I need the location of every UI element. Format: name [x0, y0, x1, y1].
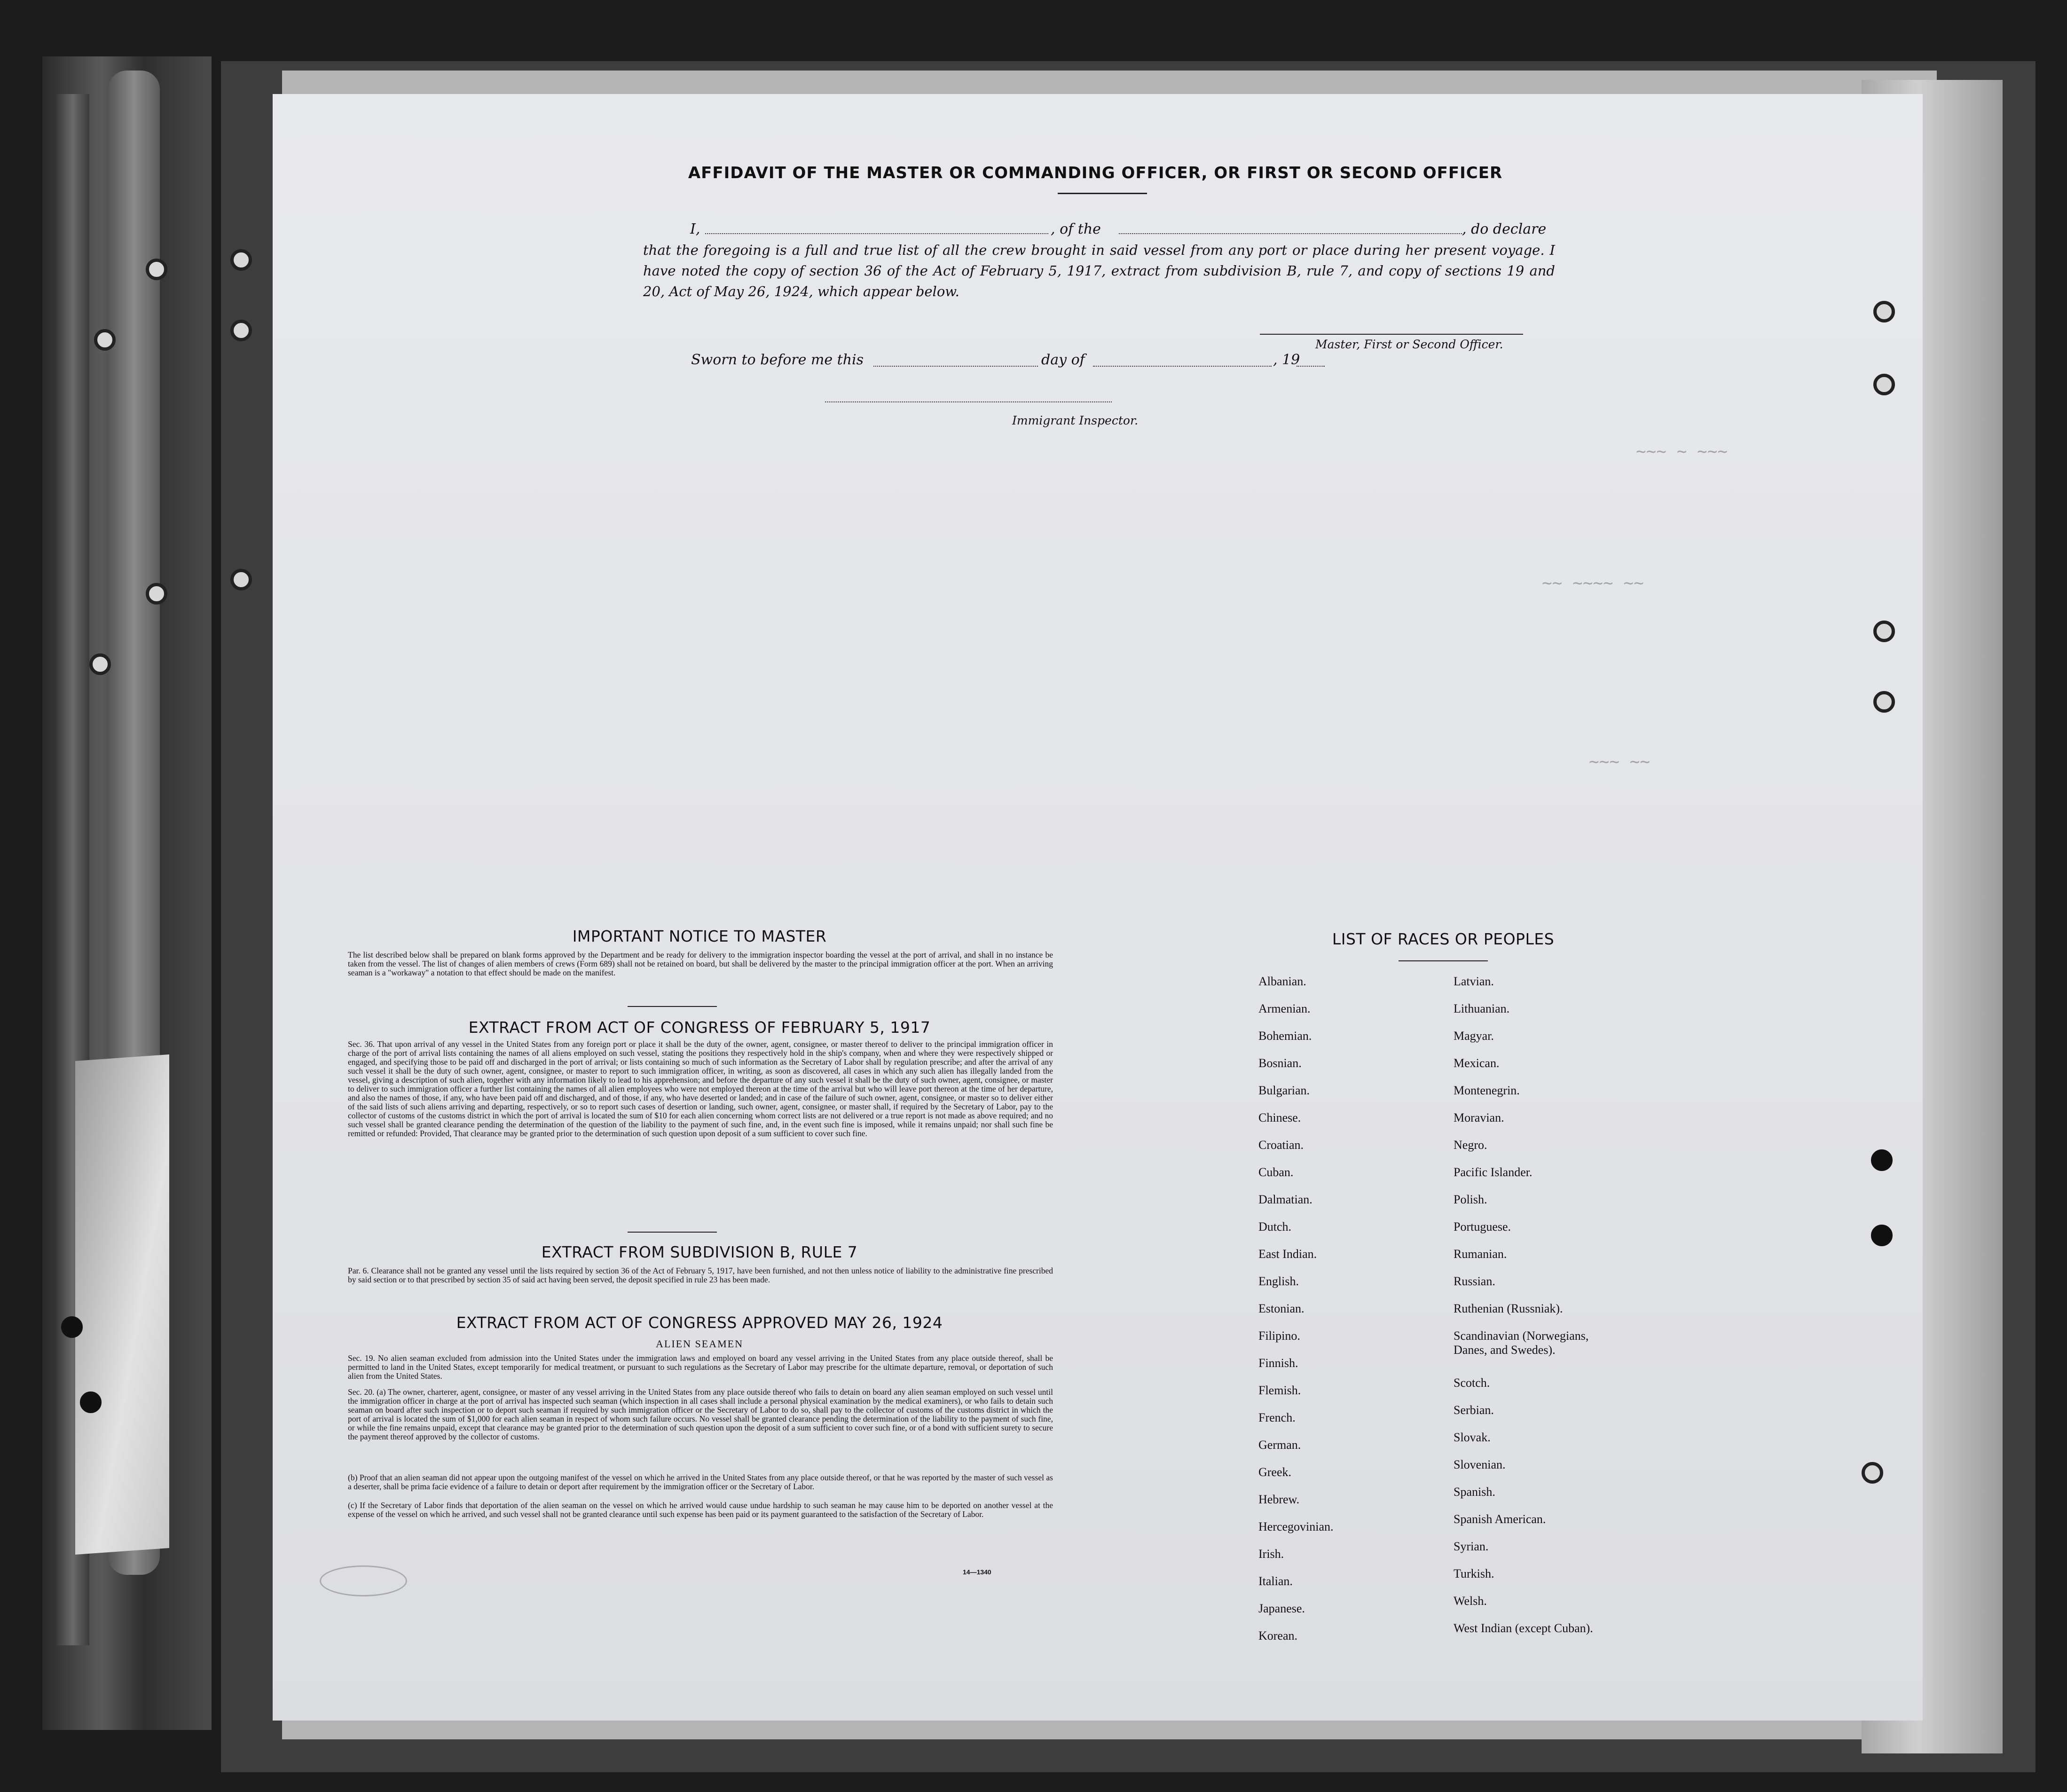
declare-label: , do declare	[1462, 221, 1547, 237]
race-item: Portuguese.	[1454, 1220, 1511, 1234]
race-item: Japanese.	[1258, 1602, 1305, 1615]
section-rule	[628, 1006, 717, 1007]
punch-hole	[1873, 301, 1895, 322]
declarant-name-field[interactable]	[705, 233, 1048, 234]
race-item: West Indian (except Cuban).	[1454, 1621, 1593, 1635]
sworn-year-label: , 19	[1273, 352, 1300, 368]
race-item: Hercegovinian.	[1258, 1520, 1334, 1533]
sec20a-body: Sec. 20. (a) The owner, charterer, agent, consignee, or master of any vessel arriving in the United States from any place outside thereof who fails to detain on board any alien seaman employed on such vessel until the immigration officer in charge at the port of arrival has inspected such seaman (which inspection in all cases shall include a personal physical examination by the medical examiners), or who fails to detain such seaman on board after such inspection or to deport such seaman if required by such immigration officer or the Secretary of Labor to do so, shall pay to the collector of customs of the customs district in which the port of arrival is located the sum of $1,000 for each alien seaman in respect of whom such failure occurs. No vessel shall be granted clearance pending the determination of the liability to the payment of such fine, or while the fine remains unpaid, except that clearance may be granted prior to the determination of such question upon the deposit of a sum sufficient to cover such fine, or of a bond with sufficient surety to secure the payment thereof approved by the collector of customs.	[348, 1387, 1053, 1441]
inspector-label: Immigrant Inspector.	[1012, 414, 1139, 427]
show-through-text: ~~~ ~~	[1589, 752, 1650, 771]
race-item: Croatian.	[1258, 1138, 1304, 1152]
faint-stamp	[320, 1565, 407, 1596]
race-item: Bosnian.	[1258, 1056, 1302, 1070]
signature-line[interactable]	[1260, 334, 1523, 335]
vessel-name-field[interactable]	[1119, 233, 1462, 234]
folded-sheet	[75, 1054, 169, 1555]
race-item: Turkish.	[1454, 1567, 1494, 1580]
punch-hole	[94, 329, 116, 351]
punch-hole	[230, 249, 252, 271]
punch-hole	[61, 1316, 83, 1338]
race-item: Russian.	[1454, 1274, 1495, 1288]
race-item: Cuban.	[1258, 1165, 1294, 1179]
affidavit-title: AFFIDAVIT OF THE MASTER OR COMMANDING OFFICER, OR FIRST OR SECOND OFFICER	[688, 164, 1503, 182]
sec20b-body: (b) Proof that an alien seaman did not appear upon the outgoing manifest of the vessel on which he arrived in the United States from any place outside thereof, or that he was reported by the master of such vessel as a deserter, shall be prima facie evidence of a failure to detain or deport after requirement by the immigration officer or the Secretary of Labor.	[348, 1473, 1053, 1491]
race-item: Finnish.	[1258, 1356, 1298, 1370]
race-item: Flemish.	[1258, 1383, 1301, 1397]
race-item: Estonian.	[1258, 1302, 1305, 1315]
sworn-day-label: day of	[1041, 352, 1085, 368]
race-item: Negro.	[1454, 1138, 1487, 1152]
affidavit-paragraph: that the foregoing is a full and true list of all the crew brought in said vessel from any port or place during her present voyage. I have noted the copy of section 36 of the Act of February 5, 1917, extract from subdivision B, rule 7, and copy of sections 19 and 20, Act of May 26, 1924, which appear below.	[643, 242, 1555, 299]
race-item: Hebrew.	[1258, 1493, 1300, 1506]
race-item: Syrian.	[1454, 1540, 1489, 1553]
punch-hole	[1871, 1225, 1893, 1246]
race-item: Lithuanian.	[1454, 1002, 1510, 1015]
race-item: Bohemian.	[1258, 1029, 1312, 1043]
punch-hole	[1862, 1462, 1883, 1484]
signature-label: Master, First or Second Officer.	[1315, 338, 1503, 351]
race-item: Montenegrin.	[1454, 1084, 1520, 1097]
race-item: Greek.	[1258, 1465, 1292, 1479]
extract-1917-body: Sec. 36. That upon arrival of any vessel in the United States from any foreign port or place it shall be the duty of the owner, agent, consignee, or master thereof to deliver to the principal immigration officer in charge of the port of arrival lists containing the names of all aliens employed on such vessel, stating the positions they respectively hold in the ship's company, when and where they were respectively shipped or engaged, and specifying those to be paid off and discharged in the port of arrival; or lists containing so much of such information as the Secretary of Labor shall by regulation prescribe; and after the arrival of any such vessel it shall be the duty of such owner, agent, consignee, or master to report to such immigration officer, in writing, as soon as discovered, all cases in which any such alien has illegally landed from the vessel, giving a description of such alien, together with any information likely to lead to his apprehension; and before the departure of any such vessel it shall be the duty of such owner, agent, consignee, or master to deliver to such immigration officer a further list containing the names of all alien employees who were not employed thereon at the time of the arrival but who will leave port thereon at the time of her departure, and also the names of those, if any, who have been paid off and discharged, and of those, if any, who have deserted or landed; and in case of the failure of such owner, agent, consignee, or master so to deliver either of the said lists of such aliens arriving and departing, respectively, or so to report such cases of desertion or landing, such owner, agent, consignee, or master shall, if required by the Secretary of Labor, pay to the collector of customs of the customs district in which the port of arrival is located the sum of $10 for each alien concerning whom correct lists are not delivered or a true report is not made as above required; and no such vessel shall be granted clearance pending the determination of the question of the liability to the payment of such fine, and, in the event such fine is imposed, while it remains unpaid; nor shall such fine be remitted or refunded: Provided, That clearance may be granted prior to the determination of such question upon deposit of a sum sufficient to cover such fine.	[348, 1039, 1053, 1138]
punch-hole	[230, 569, 252, 590]
race-item: Scandinavian (Norwegians, Danes, and Swedes).	[1454, 1329, 1589, 1357]
races-title: LIST OF RACES OR PEOPLES	[1332, 930, 1555, 948]
sworn-year-field[interactable]	[1297, 366, 1325, 367]
punch-hole	[1871, 1149, 1893, 1171]
race-item: Armenian.	[1258, 1002, 1311, 1015]
sworn-month-field[interactable]	[1093, 366, 1272, 367]
race-item: Spanish American.	[1454, 1512, 1546, 1526]
race-item: Magyar.	[1454, 1029, 1494, 1043]
document-page	[273, 94, 1923, 1721]
punch-hole	[230, 320, 252, 341]
race-item: Serbian.	[1454, 1403, 1494, 1417]
races-left-column	[1258, 975, 1334, 1656]
race-item: Irish.	[1258, 1547, 1284, 1561]
punch-hole	[1873, 374, 1895, 395]
race-item: Polish.	[1454, 1193, 1487, 1206]
punch-hole	[146, 583, 167, 605]
race-item: East Indian.	[1258, 1247, 1317, 1261]
race-item: Welsh.	[1454, 1594, 1487, 1608]
notice-body: The list described below shall be prepared on blank forms approved by the Department and be ready for delivery to the immigration inspector boarding the vessel at the port of arrival, and shall in no instance be taken from the vessel. The list of changes of alien members of crews (Form 689) shall not be retained on board, but shall be delivered by the master to the principal immigration officer at the port. When an arriving seaman is a "workaway" a notation to that effect should be made on the manifest.	[348, 950, 1053, 977]
race-item: Mexican.	[1454, 1056, 1500, 1070]
vessel-label: , of the	[1051, 221, 1101, 237]
race-item: English.	[1258, 1274, 1299, 1288]
race-item: Latvian.	[1454, 975, 1494, 988]
extract-1917-title: EXTRACT FROM ACT OF CONGRESS OF FEBRUARY 5, 1917	[468, 1018, 931, 1037]
race-item: Dutch.	[1258, 1220, 1292, 1234]
rule7-body: Par. 6. Clearance shall not be granted any vessel until the lists required by section 36 of the Act of February 5, 1917, have been furnished, and not then unless notice of liability to the administrative fine prescribed by said section or to that prescribed by section 35 of said act having been served, the deposit specified in rule 23 has been made.	[348, 1266, 1053, 1284]
form-number: 14—1340	[963, 1568, 991, 1576]
show-through-text: ~~ ~~~~ ~~	[1542, 574, 1644, 593]
declarant-label: I,	[690, 221, 700, 237]
race-item: Scotch.	[1454, 1376, 1490, 1390]
race-item: Slovak.	[1454, 1430, 1491, 1444]
section-rule	[628, 1232, 717, 1233]
inspector-signature-line[interactable]	[825, 401, 1112, 402]
race-item: Slovenian.	[1454, 1458, 1506, 1471]
races-right-column	[1454, 975, 1613, 1649]
race-item: Bulgarian.	[1258, 1084, 1310, 1097]
race-item: Chinese.	[1258, 1111, 1301, 1124]
race-item: Filipino.	[1258, 1329, 1300, 1343]
show-through-text: ~~~ ~ ~~~	[1636, 442, 1728, 461]
race-item: Italian.	[1258, 1574, 1293, 1588]
race-item: Pacific Islander.	[1454, 1165, 1533, 1179]
races-rule	[1399, 960, 1488, 961]
sec19-body: Sec. 19. No alien seaman excluded from admission into the United States under the immigration laws and employed on board any vessel arriving in the United States from any place outside thereof, shall be permitted to land in the United States, except temporarily for medical treatment, or pursuant to such regulations as the Secretary of Labor may prescribe for the ultimate departure, removal, or deportation of such alien from the United States.	[348, 1353, 1053, 1381]
race-item: Dalmatian.	[1258, 1193, 1313, 1206]
alien-seamen-subtitle: ALIEN SEAMEN	[656, 1338, 743, 1350]
race-item: French.	[1258, 1411, 1296, 1424]
extract-1924-title: EXTRACT FROM ACT OF CONGRESS APPROVED MAY 26, 1924	[456, 1313, 943, 1332]
title-rule	[1058, 193, 1147, 194]
punch-hole	[89, 653, 111, 675]
sworn-day-field[interactable]	[873, 366, 1038, 367]
punch-hole	[80, 1391, 102, 1413]
punch-hole	[146, 259, 167, 280]
race-item: Rumanian.	[1454, 1247, 1507, 1261]
punch-hole	[1873, 691, 1895, 713]
rule7-title: EXTRACT FROM SUBDIVISION B, RULE 7	[541, 1243, 858, 1261]
race-item: Moravian.	[1454, 1111, 1504, 1124]
race-item: Korean.	[1258, 1629, 1298, 1643]
punch-hole	[1873, 621, 1895, 642]
race-item: German.	[1258, 1438, 1301, 1452]
sec20c-body: (c) If the Secretary of Labor finds that deportation of the alien seaman on the vessel on which he arrived would cause undue hardship to such seaman he may cause him to be deported on another vessel at the expense of the vessel on which he arrived, and such vessel shall not be granted clearance until such expense has been paid or its payment guaranteed to the satisfaction of the Secretary of Labor.	[348, 1501, 1053, 1519]
sworn-label: Sworn to before me this	[691, 352, 864, 368]
race-item: Spanish.	[1454, 1485, 1495, 1499]
race-item: Albanian.	[1258, 975, 1306, 988]
race-item: Ruthenian (Russniak).	[1454, 1302, 1563, 1315]
notice-title: IMPORTANT NOTICE TO MASTER	[572, 927, 827, 945]
